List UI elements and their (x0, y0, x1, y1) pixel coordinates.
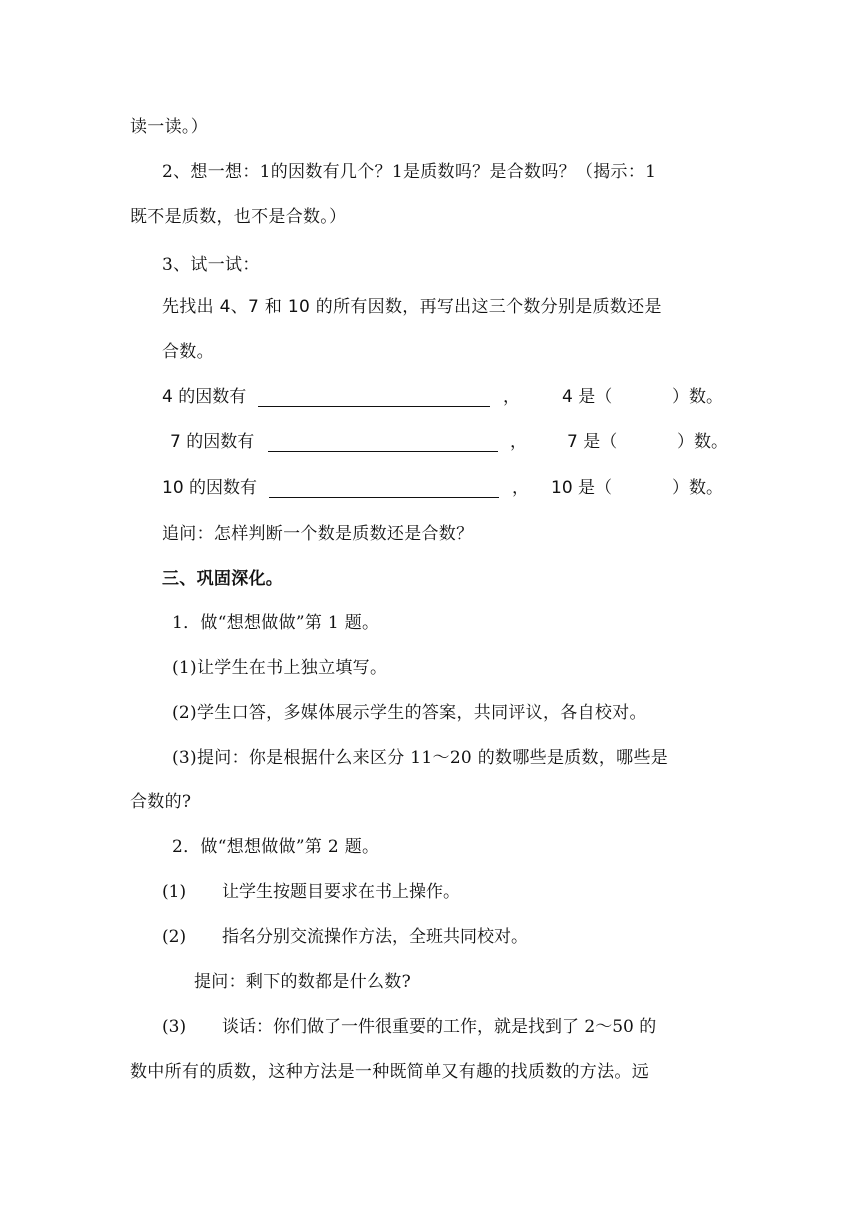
step-text: 指名分别交流操作方法，全班共同校对。 (222, 927, 528, 947)
exercise-number: 10 是（ (551, 478, 613, 498)
text-line: 追问：怎样判断一个数是质数还是合数？ (162, 524, 474, 544)
text-line: (1)让学生在书上独立填写。 (172, 658, 388, 678)
text-line: (2)学生口答，多媒体展示学生的答案，共同评议，各自校对。 (172, 703, 647, 723)
text-line: 3、试一试： (162, 255, 260, 275)
exercise-number: 4 是（ (562, 387, 613, 407)
step-text: 让学生按题目要求在书上操作。 (222, 882, 460, 902)
exercise-number: 7 是（ (567, 432, 618, 452)
exercise-comma: ， (512, 478, 529, 498)
step-marker: (2) (162, 927, 187, 947)
answer-blank[interactable] (268, 451, 498, 452)
step-marker: (1) (162, 882, 187, 902)
exercise-comma: ， (510, 432, 527, 452)
text-line: 既不是质数，也不是合数。） (130, 207, 347, 227)
exercise-prefix: 7 的因数有 (170, 432, 255, 452)
text-line: 2．做“想想做做”第 2 题。 (172, 837, 380, 857)
text-line: 合数的? (130, 792, 192, 812)
answer-blank[interactable] (258, 406, 490, 407)
step-marker: (3) (162, 1017, 187, 1037)
text-line: (3)提问：你是根据什么来区分 11～20 的数哪些是质数，哪些是 (172, 748, 669, 768)
exercise-prefix: 4 的因数有 (162, 387, 247, 407)
step-text: 谈话：你们做了一件很重要的工作，就是找到了 2～50 的 (222, 1017, 657, 1037)
text-line: 提问：剩下的数都是什么数? (194, 972, 412, 992)
exercise-tail: ）数。 (672, 478, 723, 498)
exercise-tail: ）数。 (672, 387, 723, 407)
exercise-tail: ）数。 (677, 432, 728, 452)
text-line: 1．做“想想做做”第 1 题。 (172, 613, 380, 633)
text-line: 2、想一想：1的因数有几个？1是质数吗？是合数吗？（揭示：1 (162, 162, 657, 182)
answer-blank[interactable] (269, 497, 499, 498)
text-line: 数中所有的质数，这种方法是一种既简单又有趣的找质数的方法。远 (130, 1062, 649, 1082)
text-line: 合数。 (162, 342, 214, 362)
exercise-comma: ， (503, 387, 520, 407)
text-line: 读一读。） (130, 117, 208, 137)
exercise-prefix: 10 的因数有 (162, 478, 258, 498)
section-heading: 三、巩固深化。 (162, 569, 284, 589)
text-line: 先找出 4、7 和 10 的所有因数，再写出这三个数分别是质数还是 (162, 297, 662, 317)
